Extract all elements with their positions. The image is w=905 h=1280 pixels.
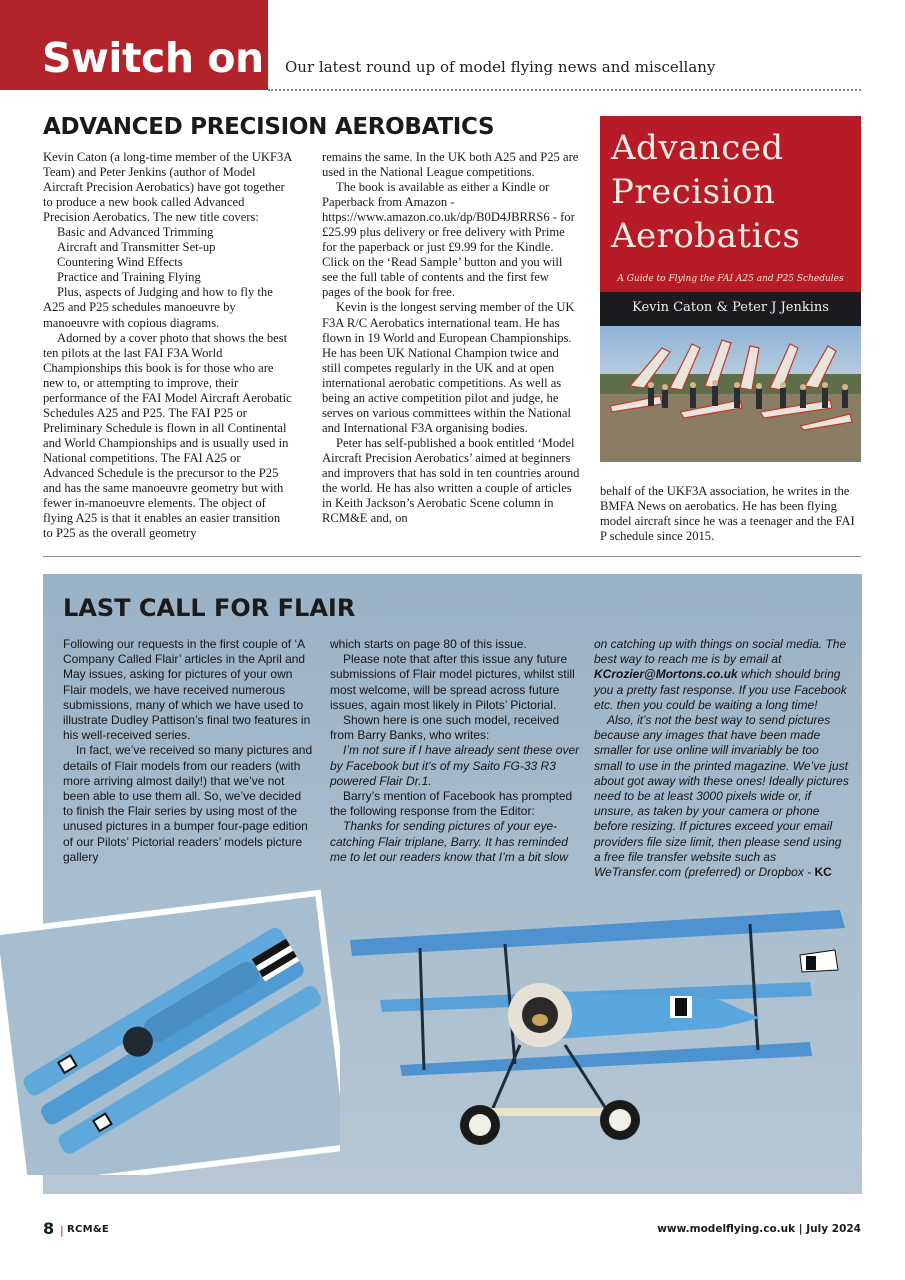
header-dotted-rule [268, 89, 861, 91]
article-headline-aerobatics: ADVANCED PRECISION AEROBATICS [43, 114, 495, 140]
article2-column-1 [63, 637, 313, 865]
section-title: Switch on [42, 34, 264, 82]
fokker-triplane-photo [340, 900, 860, 1190]
list-item: Countering Wind Effects [57, 255, 183, 270]
article2-column-3 [594, 637, 850, 880]
paragraph: Please note that after this issue any future submissions of Flair model pictures, whilst still most welcome, will be spread across future issues, again most likely in Pilots’ Pictorial. [330, 652, 575, 712]
article1-column-3 [600, 484, 862, 544]
footer-site-and-date: www.modelflying.co.uk | July 2024 [657, 1223, 861, 1235]
cover-title-line: Precision [611, 172, 776, 212]
list-item: Practice and Training Flying [57, 270, 201, 285]
paragraph: In fact, we’ve received so many pictures and details of Flair models from our readers (with more arriving almost daily!) that we’ve not been able to use them all. So, we’ve decided to finish the Flair series by using most of the unused pictures in a bumper four-page edition of our Pilots’ Pictorial readers’ models picture gallery [63, 743, 313, 864]
text-span: on catching up with things on social media. The best way to reach me is by email at [594, 637, 847, 667]
section-subtitle: Our latest round up of model flying news and miscellany [285, 58, 716, 76]
quote-paragraph: I’m not sure if I have already sent these over by Facebook but it’s of my Saito FG-33 R3 powered Flair Dr.1. [330, 743, 580, 788]
magazine-logo: RCM&E [67, 1224, 110, 1235]
paragraph: Adorned by a cover photo that shows the best ten pilots at the last FAI F3A World Championships this book is for those who are new to, or attempting to improve, their performance of the FAI Model Aircraft Aerobatic Schedules A25 and P25. The FAI P25 or Preliminary Schedule is flown in all Continental and World Championships and is usually used in National competitions. The FAI A25 or Advanced Schedule is the precursor to the P25 and has the same manoeuvre geometry but with fewer in-manoeuvre elements. The object of flying A25 is that it enables an easier transition to P25 as the overall geometry [43, 330, 292, 541]
paragraph: Kevin is the longest serving member of the UK F3A R/C Aerobatics international team. He has flown in 19 World and European Championships. He has been UK National Champion twice and still competes regularly in the UK and at open international aerobatic competitions. As well as being an active competition pilot and judge, he serves on various committees within the National and International F3A organising bodies. [322, 300, 575, 435]
paragraph: remains the same. In the UK both A25 and P25 are used in the National League competitions. [322, 150, 579, 180]
paragraph: Barry’s mention of Facebook has prompted the following response from the Editor: [330, 789, 573, 819]
list-item: Aircraft and Transmitter Set-up [57, 240, 216, 255]
paragraph: Plus, aspects of Judging and how to fly the A25 and P25 schedules manoeuvre by manoeuvre with copious diagrams. [43, 285, 273, 330]
editor-signoff: KC [814, 865, 832, 880]
paragraph: Kevin Caton (a long-time member of the UKF3A Team) and Peter Jenkins (author of Model Aircraft Precision Aerobatics) have got together to produce a new book called Advanced Precision Aerobatics. The new title covers: [43, 150, 292, 225]
book-cover-authors: Kevin Caton & Peter J Jenkins [632, 300, 829, 315]
book-cover-image [600, 116, 861, 462]
paragraph: Peter has self-published a book entitled ‘Model Aircraft Precision Aerobatics’ aimed at beginners and improvers that has sold in ten countries around the world. He has also written a couple of articles in Keith Jackson’s Aerobatic Scene column in RCM&E and, on [322, 435, 580, 526]
paragraph: Following our requests in the first couple of ‘A Company Called Flair’ articles in the April and May issues, asking for pictures of your own Flair models, we have received numerous submissions, many of which we have used to illustrate Dudley Pattison’s final two features in his well-received series. [63, 637, 311, 743]
cover-title-line: Aerobatics [611, 216, 801, 256]
paragraph: which starts on page 80 of this issue. [330, 637, 527, 651]
page-number: 8 [43, 1219, 55, 1238]
article-divider [43, 556, 861, 557]
quote-paragraph [594, 637, 850, 713]
book-cover-subtitle: A Guide to Flying the FAI A25 and P25 Schedules [617, 274, 844, 284]
cover-title-line: Advanced [611, 128, 784, 168]
paragraph: behalf of the UKF3A association, he writes in the BMFA News on aerobatics. He has been flying model aircraft since he was a teenager and the FAI P schedule since 2015. [600, 484, 855, 544]
quote-paragraph [594, 713, 850, 880]
text-span: Also, it’s not the best way to send pictures because any images that have been made smaller for use online will invariably be too small to use in the printed magazine. We’ve just about got away with these ones! Ideally pictures need to be at least 3000 pixels wide or, if unsure, as taken by your camera or phone before resizing. If pictures exceed your email providers file size limit, then please send using a free file transfer website such as WeTransfer.com (preferred) or Dropbox - [594, 713, 849, 880]
footer-separator: | [60, 1224, 64, 1237]
paragraph: Shown here is one such model, received from Barry Banks, who writes: [330, 713, 560, 743]
list-item: Basic and Advanced Trimming [57, 225, 214, 240]
article-headline-flair: LAST CALL FOR FLAIR [63, 594, 356, 622]
triplane-inset-photo [0, 875, 340, 1175]
article1-column-1 [43, 150, 293, 541]
book-cover-title [611, 126, 856, 258]
cover-pilots-photo [600, 326, 861, 462]
article1-column-2 [322, 150, 580, 526]
email-link[interactable]: KCrozier@Mortons.co.uk [594, 667, 738, 682]
article2-column-2 [330, 637, 582, 865]
paragraph: The book is available as either a Kindle or Paperback from Amazon - https://www.amazon.co.uk/dp/B0D4JBRRS6 - for £25.99 plus delivery or free delivery with Prime for the paperback or just £9.99 for the Kindle. Click on the ‘Read Sample’ button and you will see the full table of contents and the first few pages of the book for free. [322, 180, 575, 300]
quote-paragraph: Thanks for sending pictures of your eye-catching Flair triplane, Barry. It has reminded me to let our readers know that I’m a bit slow [330, 819, 569, 864]
text-span: which should bring you a pretty fast response. If you use Facebook etc. then you could be waiting a long time! [594, 667, 847, 712]
